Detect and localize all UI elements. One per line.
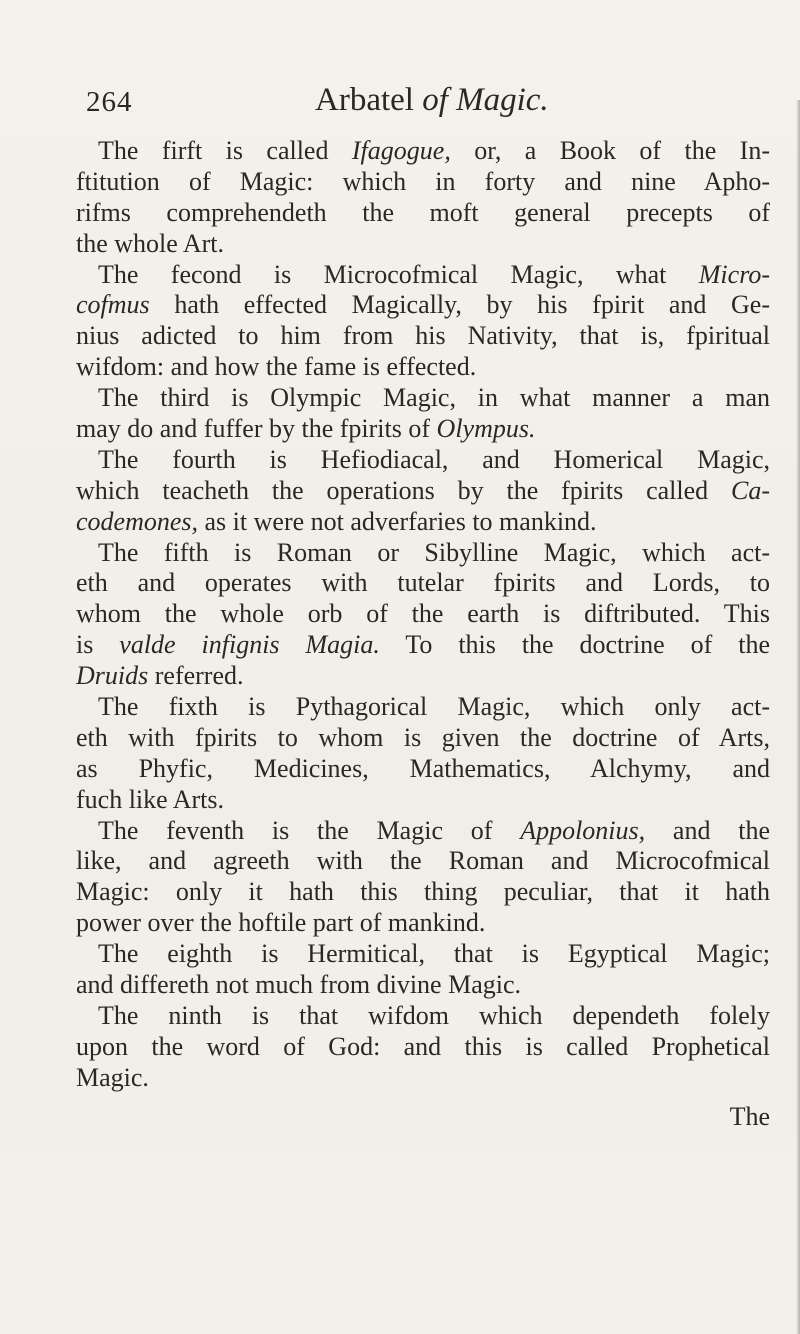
text-segment: Magic: only it hath this thing peculiar, that it hath [76,877,770,907]
italic-text: Ifagogue, [351,136,451,165]
text-line [76,908,770,939]
text-line [76,630,770,661]
italic-text: Micro- [698,259,770,289]
text-line [76,599,770,630]
italic-text: Druids [76,661,149,691]
text-segment: The ninth is that wifdom which dependeth folely [98,1000,770,1030]
running-title-italic: of Magic. [422,82,549,118]
text-segment: ftitution of Magic: which in forty and nine Apho- [76,166,770,196]
text-segment: nius adicted to him from his Nativity, that is, fpiritual [76,321,770,351]
running-title-main: Arbatel [315,82,414,118]
italic-text: codemones, [76,506,199,536]
text-segment: referred. [148,661,244,691]
text-line [76,538,770,569]
italic-text: valde infignis Magia. [119,630,380,660]
text-line [76,1032,770,1063]
text-line [76,846,770,877]
text-segment: or, a Book of the In- [450,136,770,165]
body-text [76,136,770,1133]
text-segment: The firft is called [98,136,352,165]
text-segment: the whole Art. [76,228,225,258]
text-segment: eth and operates with tutelar fpirits and Lords, to [76,568,770,598]
text-line [76,414,770,445]
text-segment: The third is Olympic Magic, in what manner a man [98,383,770,413]
text-line [76,785,770,816]
text-line [76,661,770,692]
text-line [76,816,770,847]
text-line [76,877,770,908]
text-line [76,723,770,754]
italic-text: cofmus [76,290,150,320]
text-line [76,229,770,260]
text-segment: and the [645,815,770,845]
text-line [76,1001,770,1032]
text-segment: like, and agreeth with the Roman and Microcofmical [76,846,770,876]
text-line [76,476,770,507]
text-line [76,290,770,321]
text-segment: rifms comprehendeth the moft general precepts of [76,197,770,227]
text-segment: fuch like Arts. [76,784,225,814]
text-line [76,383,770,414]
text-segment: which teacheth the operations by the fpirits called [76,475,731,505]
text-line [76,321,770,352]
text-segment: hath effected Magically, by his fpirit and Ge- [149,290,770,320]
text-segment: Magic. [76,1062,149,1092]
text-segment: power over the hoftile part of mankind. [76,908,486,938]
text-segment: may do and fuffer by the fpirits of [76,414,437,444]
text-segment: eth with fpirits to whom is given the doctrine of Arts, [76,722,770,752]
text-segment: whom the whole orb of the earth is diftributed. This [76,599,770,629]
text-segment: is [76,630,120,660]
text-line [76,260,770,291]
text-line [76,1063,770,1094]
text-line [76,970,770,1001]
text-segment: To this the doctrine of the [379,630,770,660]
text-line [76,198,770,229]
text-segment: The feventh is the Magic of [98,815,521,845]
catchword: The [729,1101,770,1131]
running-header [86,82,766,122]
text-segment: as Phyfic, Medicines, Mathematics, Alchymy, and [76,753,770,783]
text-line [76,167,770,198]
text-line [76,568,770,599]
text-line [76,754,770,785]
text-segment: as it were not adverfaries to mankind. [198,506,597,536]
page-edge-shadow [796,100,800,1334]
text-segment: The fourth is Hefiodiacal, and Homerical Magic, [98,444,770,474]
text-line [76,352,770,383]
text-segment: wifdom: and how the fame is effected. [76,352,477,382]
italic-text: Appolonius, [520,815,646,845]
text-segment: and differeth not much from divine Magic. [76,970,522,1000]
running-title [315,82,549,119]
text-line [76,507,770,538]
text-segment: The fixth is Pythagorical Magic, which only act- [98,692,770,722]
text-segment: The fecond is Microcofmical Magic, what [98,259,699,289]
page-number: 264 [86,86,133,118]
italic-text: Olympus. [436,414,536,444]
text-segment: upon the word of God: and this is called Prophetical [76,1031,770,1061]
text-segment: The eighth is Hermitical, that is Egyptical Magic; [98,939,770,969]
text-line [76,692,770,723]
text-line [76,939,770,970]
text-line [76,445,770,476]
text-line [76,136,770,167]
italic-text: Ca- [731,475,770,505]
text-segment: The fifth is Roman or Sibylline Magic, which act- [98,537,770,567]
